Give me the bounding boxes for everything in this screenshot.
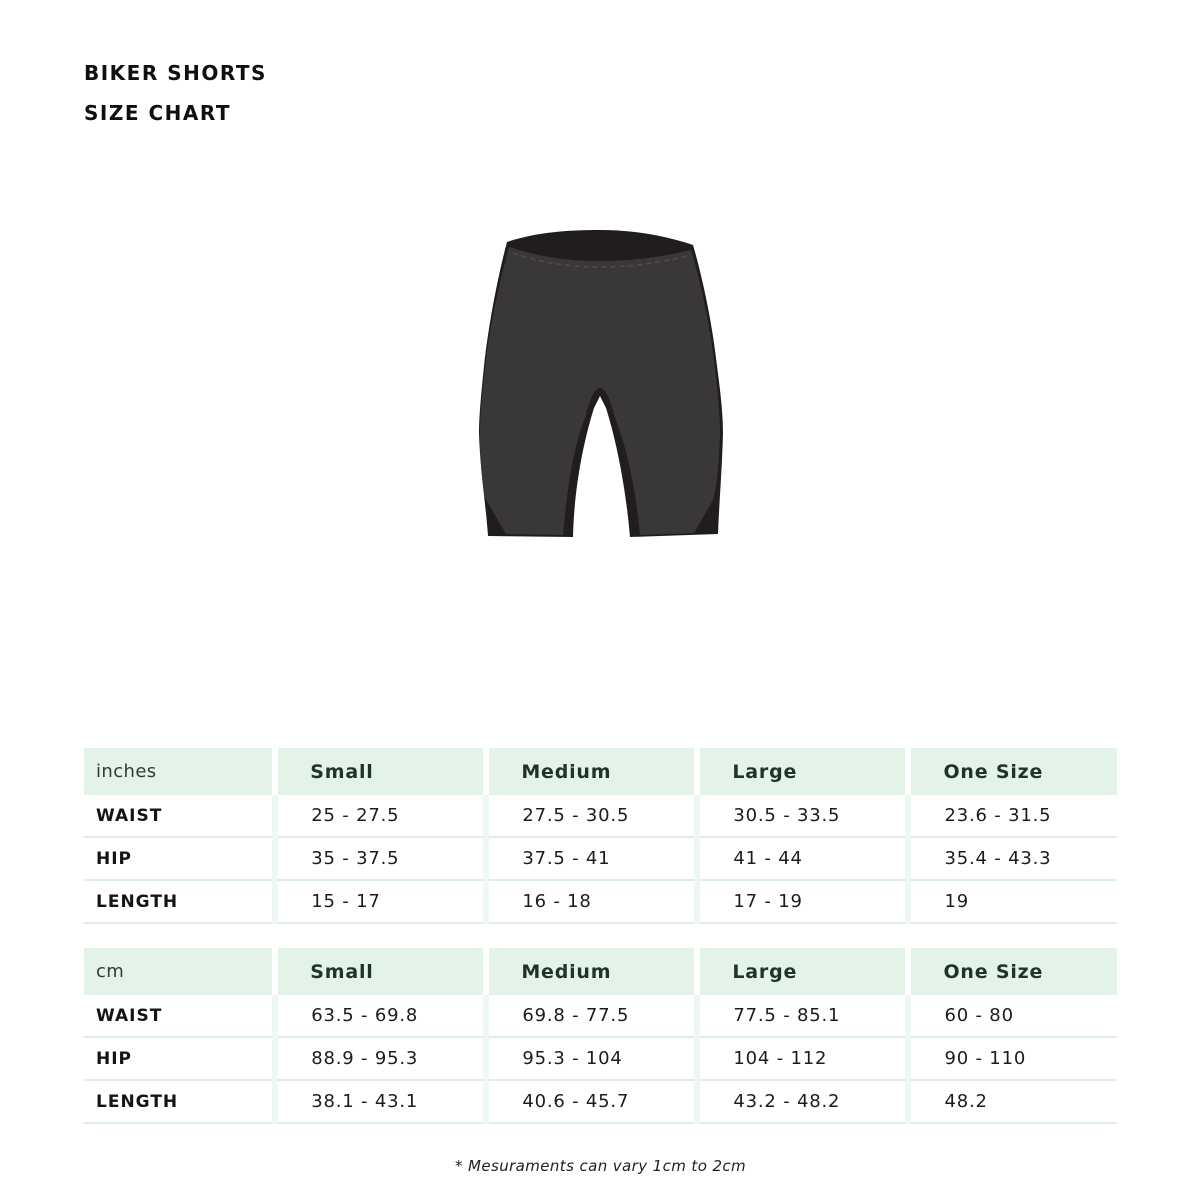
table-row (84, 880, 1117, 923)
table-row (84, 1037, 1117, 1080)
size-header-cell: One Size (908, 748, 1117, 795)
unit-header-cell: cm (84, 948, 275, 995)
table-row (84, 1080, 1117, 1123)
measurement-value-cell: 43.2 - 48.2 (697, 1080, 908, 1123)
measurement-value-cell: 77.5 - 85.1 (697, 995, 908, 1037)
measurement-value-cell: 95.3 - 104 (486, 1037, 697, 1080)
measurement-value-cell: 69.8 - 77.5 (486, 995, 697, 1037)
page-title (84, 62, 267, 124)
measurement-value-cell: 90 - 110 (908, 1037, 1117, 1080)
size-header-cell: Small (275, 748, 486, 795)
measurement-label-cell: WAIST (84, 995, 275, 1037)
measurement-label-cell: HIP (84, 1037, 275, 1080)
size-table-cm (84, 948, 1117, 1124)
measurement-value-cell: 19 (908, 880, 1117, 923)
size-header-cell: Large (697, 748, 908, 795)
measurement-label-cell: WAIST (84, 795, 275, 837)
table-row (84, 995, 1117, 1037)
shorts-illustration (475, 228, 725, 544)
size-header-cell: One Size (908, 948, 1117, 995)
measurement-label-cell: LENGTH (84, 1080, 275, 1123)
measurement-value-cell: 30.5 - 33.5 (697, 795, 908, 837)
size-header-cell: Small (275, 948, 486, 995)
page-title-line2: SIZE CHART (84, 101, 232, 125)
measurement-value-cell: 60 - 80 (908, 995, 1117, 1037)
measurement-value-cell: 38.1 - 43.1 (275, 1080, 486, 1123)
unit-header-cell: inches (84, 748, 275, 795)
measurement-value-cell: 63.5 - 69.8 (275, 995, 486, 1037)
size-header-cell: Medium (486, 948, 697, 995)
measurement-value-cell: 48.2 (908, 1080, 1117, 1123)
biker-shorts-image (475, 228, 725, 544)
header-row (84, 748, 1117, 795)
measurement-value-cell: 15 - 17 (275, 880, 486, 923)
size-header-cell: Large (697, 948, 908, 995)
measurement-value-cell: 40.6 - 45.7 (486, 1080, 697, 1123)
table-row (84, 837, 1117, 880)
measurement-value-cell: 27.5 - 30.5 (486, 795, 697, 837)
measurement-value-cell: 88.9 - 95.3 (275, 1037, 486, 1080)
measurement-label-cell: HIP (84, 837, 275, 880)
measurement-value-cell: 25 - 27.5 (275, 795, 486, 837)
measurement-value-cell: 17 - 19 (697, 880, 908, 923)
measurement-value-cell: 41 - 44 (697, 837, 908, 880)
table-row (84, 795, 1117, 837)
measurement-disclaimer: * Mesuraments can vary 1cm to 2cm (454, 1157, 747, 1175)
measurement-value-cell: 35.4 - 43.3 (908, 837, 1117, 880)
measurement-value-cell: 35 - 37.5 (275, 837, 486, 880)
size-table-inches (84, 748, 1117, 924)
measurement-label-cell: LENGTH (84, 880, 275, 923)
page-title-line1: BIKER SHORTS (84, 61, 267, 85)
measurement-value-cell: 104 - 112 (697, 1037, 908, 1080)
measurement-value-cell: 37.5 - 41 (486, 837, 697, 880)
size-header-cell: Medium (486, 748, 697, 795)
header-row (84, 948, 1117, 995)
measurement-value-cell: 23.6 - 31.5 (908, 795, 1117, 837)
measurement-value-cell: 16 - 18 (486, 880, 697, 923)
